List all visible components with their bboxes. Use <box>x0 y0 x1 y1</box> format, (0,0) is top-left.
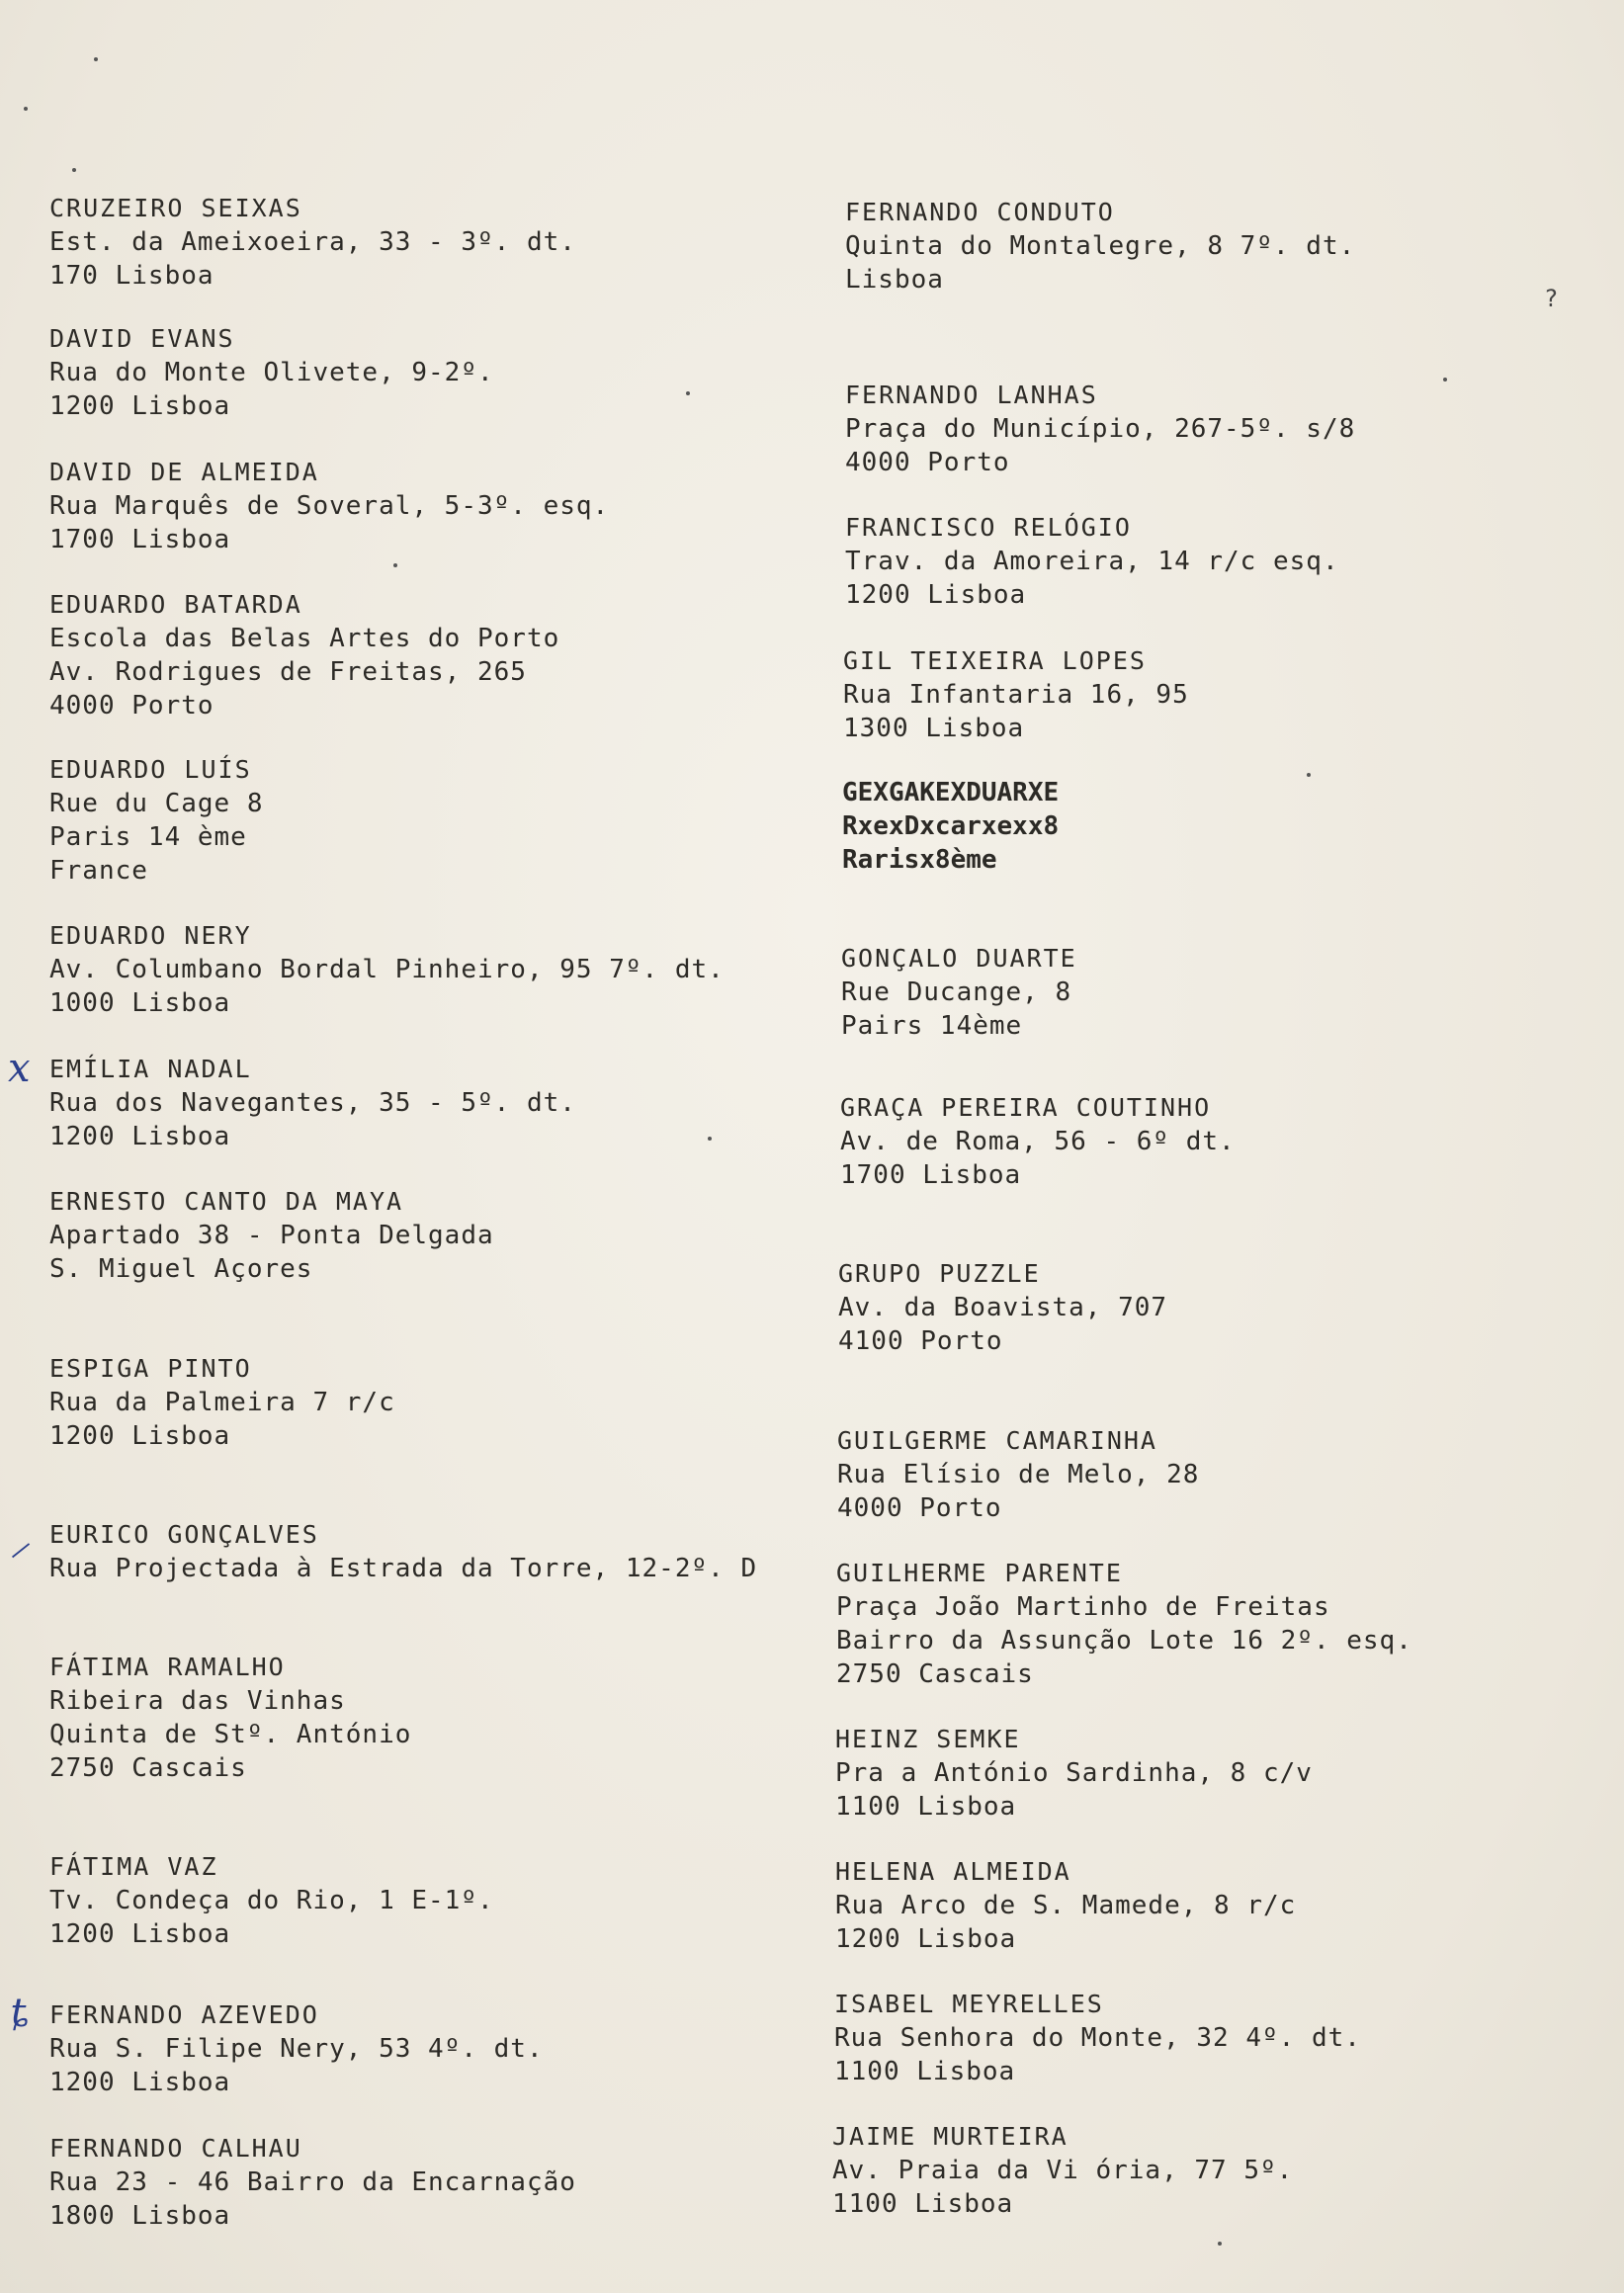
entry-name: EURICO GONÇALVES <box>49 1520 319 1549</box>
address-entry <box>845 511 1339 612</box>
entry-line: 1200 Lisboa <box>49 391 231 421</box>
address-entry <box>49 1352 395 1453</box>
speck <box>393 563 397 567</box>
entry-line: Rue Ducange, 8 <box>841 977 1072 1007</box>
entry-line: Paris 14 ème <box>49 822 247 852</box>
entry-name: GIL TEIXEIRA LOPES <box>843 646 1147 675</box>
entry-line: Rue du Cage 8 <box>49 789 264 818</box>
entry-line: Pairs 14ème <box>841 1011 1023 1041</box>
entry-line: Pra a António Sardinha, 8 c/v <box>835 1758 1313 1788</box>
entry-line: Apartado 38 - Ponta Delgada <box>49 1221 494 1250</box>
entry-line: 1200 Lisboa <box>49 2068 231 2097</box>
entry-line: Rua da Palmeira 7 r/c <box>49 1388 395 1417</box>
entry-line: 1000 Lisboa <box>49 988 231 1018</box>
entry-line: 1200 Lisboa <box>835 1924 1017 1954</box>
entry-line: Rua S. Filipe Nery, 53 4º. dt. <box>49 2034 544 2064</box>
entry-name: EDUARDO BATARDA <box>49 590 302 619</box>
address-entry <box>834 1988 1361 2088</box>
address-entry <box>49 1651 411 1785</box>
entry-name: HEINZ SEMKE <box>835 1725 1021 1753</box>
address-entry <box>841 942 1077 1043</box>
address-entry <box>49 1053 576 1153</box>
entry-line: 1100 Lisboa <box>834 2057 1016 2086</box>
entry-line: Escola das Belas Artes do Porto <box>49 624 560 653</box>
entry-name: GRUPO PUZZLE <box>838 1259 1041 1288</box>
entry-name: GUILHERME PARENTE <box>836 1559 1123 1587</box>
address-entry <box>49 1850 494 1951</box>
entry-line: Lisboa <box>845 265 944 295</box>
entry-line: Tv. Condeça do Rio, 1 E-1º. <box>49 1886 494 1915</box>
entry-line: Bairro da Assunção Lote 16 2º. esq. <box>836 1626 1412 1656</box>
entry-line: 1800 Lisboa <box>49 2201 231 2231</box>
entry-line: 1100 Lisboa <box>832 2189 1014 2219</box>
entry-line: 1200 Lisboa <box>49 1919 231 1949</box>
address-entry <box>845 379 1355 479</box>
speck <box>1307 773 1311 777</box>
speck <box>708 1137 712 1141</box>
address-entry <box>835 1855 1296 1956</box>
entry-name: EDUARDO NERY <box>49 921 252 950</box>
entry-line: 4000 Porto <box>837 1493 1002 1523</box>
entry-name: EMÍLIA NADAL <box>49 1055 252 1083</box>
struck-entry <box>842 776 1059 877</box>
address-entry <box>49 2132 576 2233</box>
entry-name: ISABEL MEYRELLES <box>834 1990 1104 2018</box>
check-mark-icon: ⅹ <box>8 1046 31 1091</box>
entry-line: 2750 Cascais <box>836 1659 1034 1689</box>
entry-line: Av. Rodrigues de Freitas, 265 <box>49 657 527 687</box>
entry-line: 2750 Cascais <box>49 1753 247 1783</box>
entry-name: GONÇALO DUARTE <box>841 944 1077 973</box>
speck <box>24 107 28 111</box>
address-entry <box>835 1723 1313 1824</box>
address-entry <box>49 1998 544 2099</box>
entry-line: Rua Arco de S. Mamede, 8 r/c <box>835 1891 1297 1920</box>
entry-line: Quinta do Montalegre, 8 7º. dt. <box>845 231 1356 261</box>
address-entry <box>49 192 576 293</box>
entry-line: Rua dos Navegantes, 35 - 5º. dt. <box>49 1088 576 1118</box>
address-entry <box>840 1091 1236 1192</box>
address-entry <box>49 456 609 556</box>
entry-line: Rua Senhora do Monte, 32 4º. dt. <box>834 2023 1361 2053</box>
entry-line: Praça do Município, 267-5º. s/8 <box>845 414 1356 444</box>
address-entry <box>843 644 1189 745</box>
entry-name: FERNANDO CONDUTO <box>845 198 1115 226</box>
address-entry <box>49 588 559 722</box>
entry-line: Rua Projectada à Estrada da Torre, 12-2º. D <box>49 1554 758 1583</box>
entry-line: Rarisx8ème <box>842 845 997 875</box>
entry-line: France <box>49 856 148 886</box>
check-mark-icon: ȶ <box>10 1991 30 2036</box>
speck <box>94 57 98 61</box>
address-entry <box>49 753 264 888</box>
entry-line: Rua Infantaria 16, 95 <box>843 680 1189 710</box>
entry-line: Av. de Roma, 56 - 6º dt. <box>840 1127 1236 1156</box>
address-entry <box>838 1257 1167 1358</box>
entry-line: Av. Praia da Vi ória, 77 5º. <box>832 2156 1294 2185</box>
question-mark: ? <box>1544 285 1559 312</box>
entry-line: Praça João Martinho de Freitas <box>836 1592 1330 1622</box>
entry-line: Ribeira das Vinhas <box>49 1686 346 1716</box>
entry-line: Rua do Monte Olivete, 9-2º. <box>49 358 494 387</box>
entry-line: 1200 Lisboa <box>845 580 1027 610</box>
address-entry <box>832 2120 1293 2221</box>
entry-line: Quinta de Stº. António <box>49 1720 412 1749</box>
entry-name: FÁTIMA RAMALHO <box>49 1653 286 1681</box>
address-entry <box>49 919 725 1020</box>
entry-name: FERNANDO AZEVEDO <box>49 2000 319 2029</box>
entry-line: 170 Lisboa <box>49 261 214 291</box>
speck <box>1218 2242 1222 2246</box>
entry-line: 1700 Lisboa <box>840 1160 1022 1190</box>
entry-name: FÁTIMA VAZ <box>49 1852 218 1881</box>
entry-line: 4100 Porto <box>838 1326 1003 1356</box>
entry-name: GEXGAKEXDUARXE <box>842 778 1060 807</box>
entry-name: ESPIGA PINTO <box>49 1354 252 1383</box>
address-entry <box>49 322 494 423</box>
entry-line: S. Miguel Açores <box>49 1254 313 1284</box>
entry-line: 1200 Lisboa <box>49 1421 231 1451</box>
address-entry <box>836 1557 1412 1691</box>
entry-line: 1300 Lisboa <box>843 714 1025 743</box>
entry-line: Est. da Ameixoeira, 33 - 3º. dt. <box>49 227 576 257</box>
entry-name: HELENA ALMEIDA <box>835 1857 1071 1886</box>
entry-line: 1700 Lisboa <box>49 525 231 554</box>
entry-line: Av. Columbano Bordal Pinheiro, 95 7º. dt. <box>49 955 725 984</box>
speck <box>1443 378 1447 382</box>
entry-line: Rua Elísio de Melo, 28 <box>837 1460 1200 1489</box>
entry-name: CRUZEIRO SEIXAS <box>49 194 302 222</box>
entry-name: EDUARDO LUÍS <box>49 755 252 784</box>
speck <box>72 168 76 172</box>
entry-line: Rua Marquês de Soveral, 5-3º. esq. <box>49 491 610 521</box>
entry-line: Rua 23 - 46 Bairro da Encarnação <box>49 2167 576 2197</box>
check-mark-icon: ⸝ <box>10 1519 30 1565</box>
entry-name: ERNESTO CANTO DA MAYA <box>49 1187 404 1216</box>
entry-name: FRANCISCO RELÓGIO <box>845 513 1132 542</box>
address-entry <box>49 1518 757 1585</box>
speck <box>686 391 690 395</box>
entry-name: GUILGERME CAMARINHA <box>837 1426 1157 1455</box>
entry-line: 1100 Lisboa <box>835 1792 1017 1822</box>
entry-name: FERNANDO CALHAU <box>49 2134 302 2163</box>
entry-line: Trav. da Amoreira, 14 r/c esq. <box>845 547 1339 576</box>
entry-line: RxexDxcarxexx8 <box>842 811 1060 841</box>
entry-name: GRAÇA PEREIRA COUTINHO <box>840 1093 1212 1122</box>
entry-name: FERNANDO LANHAS <box>845 381 1098 409</box>
address-entry <box>837 1424 1199 1525</box>
address-entry <box>49 1185 494 1286</box>
entry-name: DAVID DE ALMEIDA <box>49 458 319 486</box>
address-entry <box>845 196 1355 297</box>
entry-name: JAIME MURTEIRA <box>832 2122 1068 2151</box>
entry-line: Av. da Boavista, 707 <box>838 1293 1168 1322</box>
entry-line: 4000 Porto <box>49 691 214 721</box>
entry-line: 4000 Porto <box>845 448 1010 477</box>
entry-line: 1200 Lisboa <box>49 1122 231 1151</box>
entry-name: DAVID EVANS <box>49 324 235 353</box>
